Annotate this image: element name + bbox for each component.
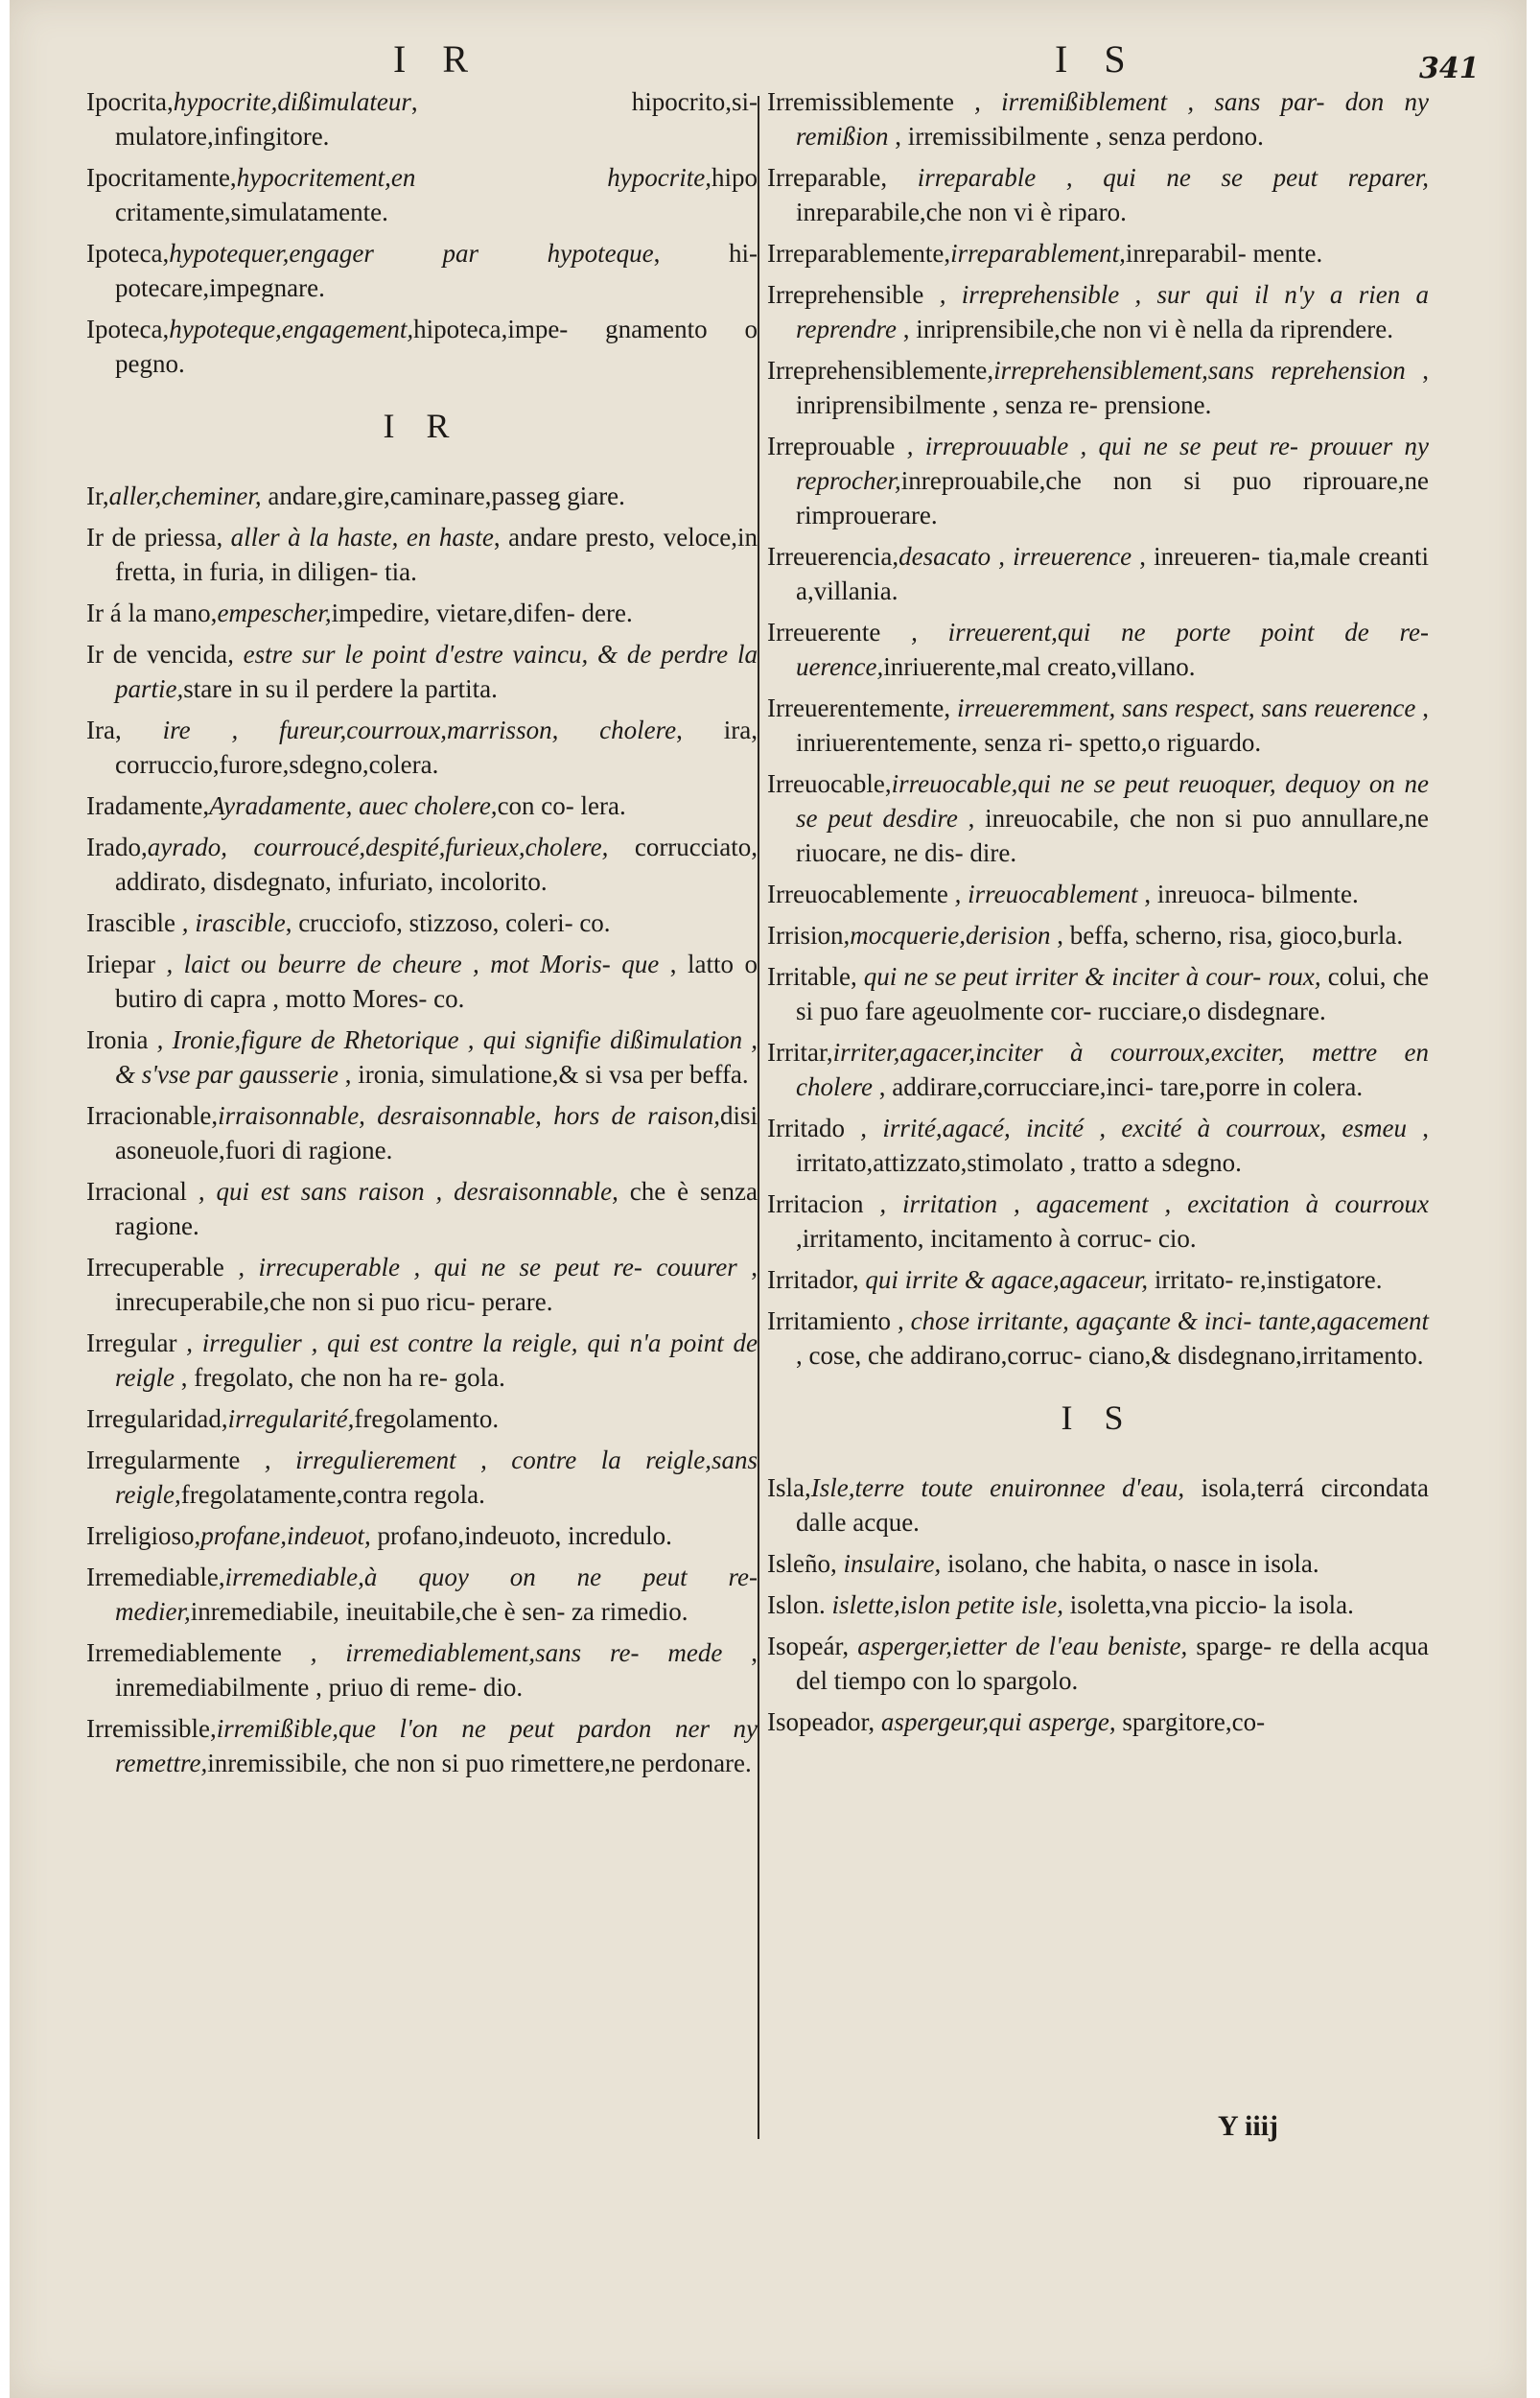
italian-gloss: , inreueren- tia,male creanti a,villania. — [796, 542, 1429, 605]
headword: Irritado — [767, 1114, 845, 1142]
dictionary-entry — [86, 637, 758, 706]
dictionary-entry — [767, 766, 1429, 870]
french-gloss: , irremediablement,sans re- mede — [281, 1638, 723, 1667]
headword: Irreligioso, — [86, 1521, 201, 1550]
dictionary-entry — [767, 1629, 1429, 1698]
french-gloss: , qui est sans raison , desraisonnable, — [186, 1177, 618, 1206]
italian-gloss: hipoteca,impe- gnamento o pegno. — [115, 315, 758, 378]
dictionary-entry — [86, 160, 758, 229]
dictionary-entry — [86, 1635, 758, 1704]
dictionary-entry — [86, 830, 758, 899]
right-entries-group — [767, 84, 1429, 1373]
headword: Isla, — [767, 1473, 811, 1502]
headword: Ir á la mano, — [86, 599, 218, 627]
french-gloss: Isle,terre toute enuironnee d'eau, — [810, 1473, 1185, 1502]
italian-gloss: fregolatamente,contra regola. — [180, 1480, 485, 1509]
headword: Ipocritamente, — [86, 163, 237, 192]
dictionary-entry — [86, 1250, 758, 1319]
italian-gloss: , inreuoca- bilmente. — [1137, 880, 1359, 908]
french-gloss: aller,cheminer, — [108, 482, 262, 510]
dictionary-entry — [767, 84, 1429, 153]
italian-gloss: inreparabile,che non vi è riparo. — [796, 198, 1127, 226]
headword: Irado, — [86, 833, 148, 861]
dictionary-page — [10, 0, 1527, 2398]
italian-gloss: ,irritamento, incitamento à corruc- cio. — [796, 1224, 1197, 1253]
dictionary-entry — [86, 479, 758, 513]
italian-gloss: , inremediabilmente , priuo di reme- dio. — [115, 1638, 758, 1702]
italian-gloss: con co- lera. — [497, 791, 626, 820]
italian-gloss: disi asoneuole,fuori di ragione. — [115, 1101, 758, 1164]
left-running-head: I R — [393, 37, 481, 81]
french-gloss: irreuocable,qui ne se peut reuoquer, dequoy on ne se peut desdire — [796, 769, 1429, 833]
french-gloss: ire , fureur,courroux,marrisson, cholere — [121, 716, 677, 744]
dictionary-entry — [767, 353, 1429, 422]
headword: Irreprouable — [767, 432, 896, 460]
dictionary-entry — [767, 918, 1429, 952]
dictionary-entry — [767, 877, 1429, 911]
french-gloss: irreparablement, — [950, 239, 1126, 268]
french-gloss: empescher, — [217, 599, 332, 627]
italian-gloss: , irremissibilmente , senza perdono. — [888, 122, 1264, 151]
italian-gloss: , inriprensibile,che non vi è nella da riprendere. — [896, 315, 1394, 343]
italian-gloss: , inreuocabile, che non si puo annullare,ne riuocare, ne dis- dire. — [796, 804, 1429, 867]
dictionary-entry — [767, 1187, 1429, 1256]
french-gloss: insulaire, — [836, 1549, 942, 1578]
headword: Ipocrita, — [86, 87, 174, 116]
italian-gloss: , hipocrito,si- mulatore,infingitore. — [115, 87, 758, 151]
headword: Irregularidad, — [86, 1404, 228, 1433]
italian-gloss: , beffa, scherno, risa, gioco,burla. — [1050, 921, 1404, 950]
dictionary-entry — [767, 1587, 1429, 1622]
dictionary-entry — [86, 1560, 758, 1629]
french-gloss: , irreuerent,qui ne porte point de re- uerence, — [796, 618, 1429, 681]
dictionary-entry — [767, 277, 1429, 346]
headword: Isleño, — [767, 1549, 837, 1578]
italian-gloss: fregolamento. — [354, 1404, 500, 1433]
headword: Irreparable, — [767, 163, 888, 192]
italian-gloss: profano,indeuoto, incredulo. — [370, 1521, 672, 1550]
headword: Isopeador, — [767, 1707, 875, 1736]
french-gloss: irregularité, — [227, 1404, 355, 1433]
italian-gloss: corrucciato, addirato, disdegnato, infuriato, incolorito. — [115, 833, 758, 896]
french-gloss: , chose irritante, agaçante & inci- tante,agacement — [890, 1306, 1429, 1335]
headword: Irreuerentemente, — [767, 694, 951, 722]
french-gloss: mocquerie,derision — [850, 921, 1051, 950]
dictionary-entry — [86, 1098, 758, 1167]
italian-gloss: che è senza ragione. — [115, 1177, 758, 1240]
french-gloss: ayrado, courroucé,despité,furieux,cholere, — [147, 833, 609, 861]
right-column — [767, 84, 1429, 1746]
left-entries-group — [86, 84, 758, 381]
french-gloss: , irremißiblement , sans par- don ny remißion — [796, 87, 1429, 151]
headword: Irreuocable, — [767, 769, 892, 798]
headword: Irreuerencia, — [767, 542, 899, 571]
headword: Irritar, — [767, 1038, 833, 1067]
headword: Irremissiblemente — [767, 87, 954, 116]
page-number: 341 — [1419, 52, 1480, 85]
french-gloss: irreueremment, sans respect, sans reuerence — [950, 694, 1416, 722]
section-heading-ir: I R — [383, 407, 461, 445]
headword: Irreprehensiblemente, — [767, 356, 994, 385]
headword: Irascible — [86, 908, 175, 937]
headword: Irregularmente — [86, 1446, 241, 1474]
headword: Irremediablemente — [86, 1638, 282, 1667]
headword: Ir de vencida — [86, 640, 228, 669]
dictionary-entry — [767, 691, 1429, 760]
headword: Ipoteca, — [86, 315, 170, 343]
french-gloss: , irrecuperable , qui ne se peut re- couurer — [223, 1253, 737, 1281]
italian-gloss: , inriprensibilmente , senza re- prensione. — [796, 356, 1430, 419]
headword: Irracionable, — [86, 1101, 219, 1130]
right-entries-group-is — [767, 1470, 1429, 1739]
french-gloss: qui ne se peut irriter & inciter à cour- roux, — [856, 962, 1321, 991]
dictionary-entry — [767, 1704, 1429, 1739]
headword: Irrision, — [767, 921, 851, 950]
italian-gloss: isoletta,vna piccio- la isola. — [1062, 1590, 1354, 1619]
dictionary-entry — [86, 788, 758, 823]
headword: Ir de priessa — [86, 523, 217, 552]
headword: Irritador, — [767, 1265, 859, 1294]
french-gloss: islette,islon petite isle, — [825, 1590, 1063, 1619]
french-gloss: aspergeur,qui asperge, — [875, 1707, 1116, 1736]
italian-gloss: , inriuerentemente, senza ri- spetto,o riguardo. — [796, 694, 1429, 757]
french-gloss: , irreprouuable , qui ne se peut re- prouuer ny reprocher, — [796, 432, 1429, 495]
french-gloss: irraisonnable, desraisonnable, hors de raison, — [218, 1101, 720, 1130]
french-gloss: asperger,ietter de l'eau beniste, — [849, 1632, 1188, 1660]
left-column — [86, 84, 758, 1787]
italian-gloss: spargitore,co- — [1115, 1707, 1266, 1736]
headword: Iradamente, — [86, 791, 210, 820]
dictionary-entry — [767, 539, 1429, 608]
italian-gloss: colui, che si puo fare ageuolmente cor- rucciare,o disdegnare. — [796, 962, 1429, 1025]
headword: Isopeár, — [767, 1632, 850, 1660]
french-gloss: , irregulierement , contre la reigle,sans reigle, — [115, 1446, 758, 1509]
headword: Irracional — [86, 1177, 187, 1206]
french-gloss: irremißible,que l'on ne peut pardon ner ny remettre, — [115, 1714, 758, 1777]
dictionary-entry — [86, 236, 758, 305]
headword: Irrecuperable — [86, 1253, 224, 1281]
french-gloss: irremediable,à quoy on ne peut re- medier, — [115, 1563, 758, 1626]
headword: Irremediable, — [86, 1563, 225, 1591]
dictionary-entry — [767, 236, 1429, 270]
french-gloss: Ayradamente, auec cholere, — [209, 791, 498, 820]
french-gloss: profane,indeuot, — [200, 1521, 371, 1550]
signature-mark: Y iiij — [1218, 2110, 1279, 2142]
column-divider — [758, 96, 759, 2139]
italian-gloss: impedire, vietare,difen- dere. — [331, 599, 633, 627]
dictionary-entry — [767, 1546, 1429, 1581]
french-gloss: hypoteque,engagement, — [169, 315, 414, 343]
italian-gloss: stare in su il perdere la partita. — [183, 674, 498, 703]
headword: Ir, — [86, 482, 109, 510]
italian-gloss: , ironia, simulatione,& si vsa per beffa. — [338, 1060, 749, 1089]
italian-gloss: andare,gire,caminare,passeg giare. — [261, 482, 625, 510]
french-gloss: , estre sur le point d'estre vaincu, & de perdre la partie, — [115, 640, 758, 703]
french-gloss: irreparable , qui ne se peut reparer, — [887, 163, 1429, 192]
italian-gloss: , cose, che addirano,corruc- ciano,& disdegnano,irritamento. — [796, 1341, 1424, 1370]
dictionary-entry — [767, 429, 1429, 532]
italian-gloss: inreprouabile,che non si puo riprouare,ne rimprouerare. — [796, 466, 1429, 529]
dictionary-entry — [86, 596, 758, 630]
french-gloss: , irrité,agacé, incité , excité à courroux, esmeu — [844, 1114, 1407, 1142]
italian-gloss: isolano, che habita, o nasce in isola. — [941, 1549, 1319, 1578]
headword: Iriepar — [86, 950, 155, 978]
dictionary-entry — [767, 1262, 1429, 1297]
french-gloss: irreprehensiblement,sans reprehension — [993, 356, 1406, 385]
italian-gloss: inremissibile, che non si puo rimettere,ne perdonare. — [207, 1749, 752, 1777]
headword: Irreuocablemente — [767, 880, 948, 908]
italian-gloss: , ira, corruccio,furore,sdegno,colera. — [115, 716, 758, 779]
headword: Irregular — [86, 1328, 177, 1357]
dictionary-entry — [767, 1035, 1429, 1104]
italian-gloss: , latto o butiro di capra , motto Mores- co. — [115, 950, 758, 1013]
headword: Irreparablemente, — [767, 239, 951, 268]
dictionary-entry — [767, 1304, 1429, 1373]
italian-gloss: , inrecuperabile,che non si puo ricu- perare. — [115, 1253, 758, 1316]
italian-gloss: , andare presto, veloce,in fretta, in furia, in diligen- tia. — [115, 523, 758, 586]
french-gloss: , irascible — [175, 908, 286, 937]
headword: Irritable, — [767, 962, 857, 991]
french-gloss: hypotequer,engager par hypoteque — [169, 239, 654, 268]
dictionary-entry — [767, 615, 1429, 684]
french-gloss: , irritation , agacement , excitation à courroux — [863, 1189, 1429, 1218]
headword: Irritamiento — [767, 1306, 891, 1335]
dictionary-entry — [86, 1023, 758, 1092]
french-gloss: desacato , irreuerence — [898, 542, 1132, 571]
french-gloss: hypocritement,en hypocrite, — [236, 163, 712, 192]
italian-gloss: inriuerente,mal creato,villano. — [883, 652, 1196, 681]
french-gloss: , irreprehensible , sur qui il n'y a rien a reprendre — [796, 280, 1429, 343]
italian-gloss: , hi- potecare,impegnare. — [115, 239, 758, 302]
dictionary-entry — [86, 1443, 758, 1512]
italian-gloss: inremediabile, ineuitabile,che è sen- za rimedio. — [190, 1597, 688, 1626]
italian-gloss: inreparabil- mente. — [1125, 239, 1323, 268]
french-gloss: , Ironie,figure de Rhetorique , qui signifie dißimulation , & s'vse par gausserie — [115, 1025, 758, 1089]
headword: Irritacion — [767, 1189, 864, 1218]
headword: Islon. — [767, 1590, 826, 1619]
dictionary-entry — [86, 1326, 758, 1395]
italian-gloss: isola,terrá circondata dalle acque. — [796, 1473, 1429, 1537]
dictionary-entry — [767, 160, 1429, 229]
italian-gloss: , fregolato, che non ha re- gola. — [174, 1363, 505, 1392]
dictionary-entry — [767, 1470, 1429, 1540]
section-heading-is: I S — [1061, 1399, 1135, 1437]
italian-gloss: irritato- re,instigatore. — [1148, 1265, 1383, 1294]
french-gloss: , laict ou beurre de cheure , mot Moris- que — [154, 950, 660, 978]
french-gloss: , irregulier , qui est contre la reigle, qui n'a point de reigle — [115, 1328, 758, 1392]
dictionary-entry — [767, 959, 1429, 1028]
dictionary-entry — [86, 713, 758, 782]
dictionary-entry — [86, 1401, 758, 1436]
dictionary-entry — [86, 947, 758, 1016]
dictionary-entry — [86, 1174, 758, 1243]
right-running-head: I S — [1055, 37, 1139, 81]
dictionary-entry — [767, 1111, 1429, 1180]
dictionary-entry — [86, 1518, 758, 1553]
headword: Irreuerente — [767, 618, 881, 647]
dictionary-entry — [86, 312, 758, 381]
french-gloss: qui irrite & agace,agaceur, — [858, 1265, 1149, 1294]
headword: Ironia — [86, 1025, 149, 1054]
dictionary-entry — [86, 905, 758, 940]
italian-gloss: , crucciofo, stizzoso, coleri- co. — [285, 908, 611, 937]
italian-gloss: sparge- re della acqua del tiempo con lo spargolo. — [796, 1632, 1429, 1695]
headword: Ipoteca, — [86, 239, 170, 268]
left-entries-group-ir — [86, 479, 758, 1780]
french-gloss: , aller à la haste, en haste — [216, 523, 494, 552]
dictionary-entry — [86, 84, 758, 153]
french-gloss: hypocrite,dißimulateur — [173, 87, 411, 116]
italian-gloss: , addirare,corrucciare,inci- tare,porre in colera. — [872, 1072, 1364, 1101]
french-gloss: irriter,agacer,inciter à courroux,exciter, mettre en cholere — [796, 1038, 1429, 1101]
headword: Irreprehensible — [767, 280, 924, 309]
headword: Ira, — [86, 716, 122, 744]
dictionary-entry — [86, 520, 758, 589]
dictionary-entry — [86, 1711, 758, 1780]
french-gloss: , irreuocablement — [947, 880, 1138, 908]
italian-gloss: hipo critamente,simulatamente. — [115, 163, 758, 226]
headword: Irremissible, — [86, 1714, 217, 1743]
italian-gloss: , irritato,attizzato,stimolato , tratto a sdegno. — [796, 1114, 1430, 1177]
